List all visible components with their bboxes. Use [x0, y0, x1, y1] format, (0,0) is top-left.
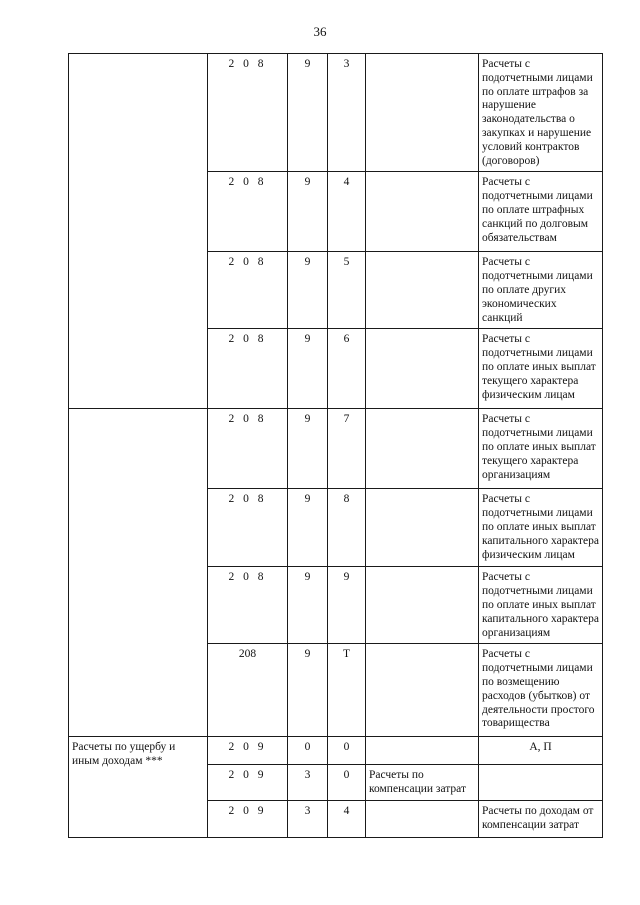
synthetic-account-cell: 2 0 8 [208, 54, 288, 172]
section-cell: Расчеты по ущербу и иным доходам *** [69, 737, 208, 838]
account-name-cell: Расчеты с подотчетными лицами по возмещению расходов (убытков) от деятельности простого товарищества [479, 644, 603, 737]
group-name-cell [366, 54, 479, 172]
group-name-cell: Расчеты по компенсации затрат [366, 765, 479, 801]
group-name-cell [366, 172, 479, 252]
group-name-cell [366, 737, 479, 765]
synthetic-account-cell: 2 0 8 [208, 409, 288, 489]
page-number: 36 [313, 24, 327, 39]
sub-code-cell: 7 [328, 409, 366, 489]
synthetic-account-cell: 2 0 9 [208, 800, 288, 837]
account-name-cell: Расчеты по доходам от компенсации затрат [479, 800, 603, 837]
account-name-cell: А, П [479, 737, 603, 765]
analytic-kind-cell: 3 [288, 800, 328, 837]
analytic-kind-cell: 9 [288, 172, 328, 252]
group-name-cell [366, 489, 479, 567]
account-name-cell: Расчеты с подотчетными лицами по оплате иных выплат текущего характера организациям [479, 409, 603, 489]
group-name-cell [366, 567, 479, 644]
account-name-cell: Расчеты с подотчетными лицами по оплате иных выплат капитального характера физическим лицам [479, 489, 603, 567]
analytic-kind-cell: 9 [288, 252, 328, 329]
analytic-kind-cell: 9 [288, 644, 328, 737]
sub-code-cell: 3 [328, 54, 366, 172]
sub-code-cell: 0 [328, 765, 366, 801]
sub-code-cell: 0 [328, 737, 366, 765]
synthetic-account-cell: 2 0 8 [208, 172, 288, 252]
synthetic-account-cell: 208 [208, 644, 288, 737]
account-name-cell: Расчеты с подотчетными лицами по оплате других экономических санкций [479, 252, 603, 329]
account-name-cell: Расчеты с подотчетными лицами по оплате иных выплат капитального характера организациям [479, 567, 603, 644]
sub-code-cell: 4 [328, 172, 366, 252]
analytic-kind-cell: 9 [288, 329, 328, 409]
table-row [69, 737, 603, 765]
analytic-kind-cell: 9 [288, 489, 328, 567]
analytic-kind-cell: 9 [288, 409, 328, 489]
group-name-cell [366, 644, 479, 737]
account-name-cell: Расчеты с подотчетными лицами по оплате штрафных санкций по долговым обязательствам [479, 172, 603, 252]
section-cell [69, 409, 208, 737]
synthetic-account-cell: 2 0 8 [208, 252, 288, 329]
group-name-cell [366, 800, 479, 837]
group-name-cell [366, 409, 479, 489]
sub-code-cell: 9 [328, 567, 366, 644]
group-name-cell [366, 252, 479, 329]
account-name-cell [479, 765, 603, 801]
sub-code-cell: 8 [328, 489, 366, 567]
synthetic-account-cell: 2 0 8 [208, 567, 288, 644]
analytic-kind-cell: 9 [288, 54, 328, 172]
analytic-kind-cell: 0 [288, 737, 328, 765]
table-row [69, 54, 603, 172]
sub-code-cell: Т [328, 644, 366, 737]
table-row [69, 409, 603, 489]
sub-code-cell: 4 [328, 800, 366, 837]
account-name-cell: Расчеты с подотчетными лицами по оплате штрафов за нарушение законодательства о закупках и нарушение условий контрактов (договоров) [479, 54, 603, 172]
sub-code-cell: 5 [328, 252, 366, 329]
sub-code-cell: 6 [328, 329, 366, 409]
accounts-table [68, 53, 603, 838]
analytic-kind-cell: 3 [288, 765, 328, 801]
synthetic-account-cell: 2 0 8 [208, 329, 288, 409]
section-cell [69, 54, 208, 409]
analytic-kind-cell: 9 [288, 567, 328, 644]
synthetic-account-cell: 2 0 9 [208, 765, 288, 801]
synthetic-account-cell: 2 0 8 [208, 489, 288, 567]
synthetic-account-cell: 2 0 9 [208, 737, 288, 765]
group-name-cell [366, 329, 479, 409]
account-name-cell: Расчеты с подотчетными лицами по оплате иных выплат текущего характера физическим лицам [479, 329, 603, 409]
